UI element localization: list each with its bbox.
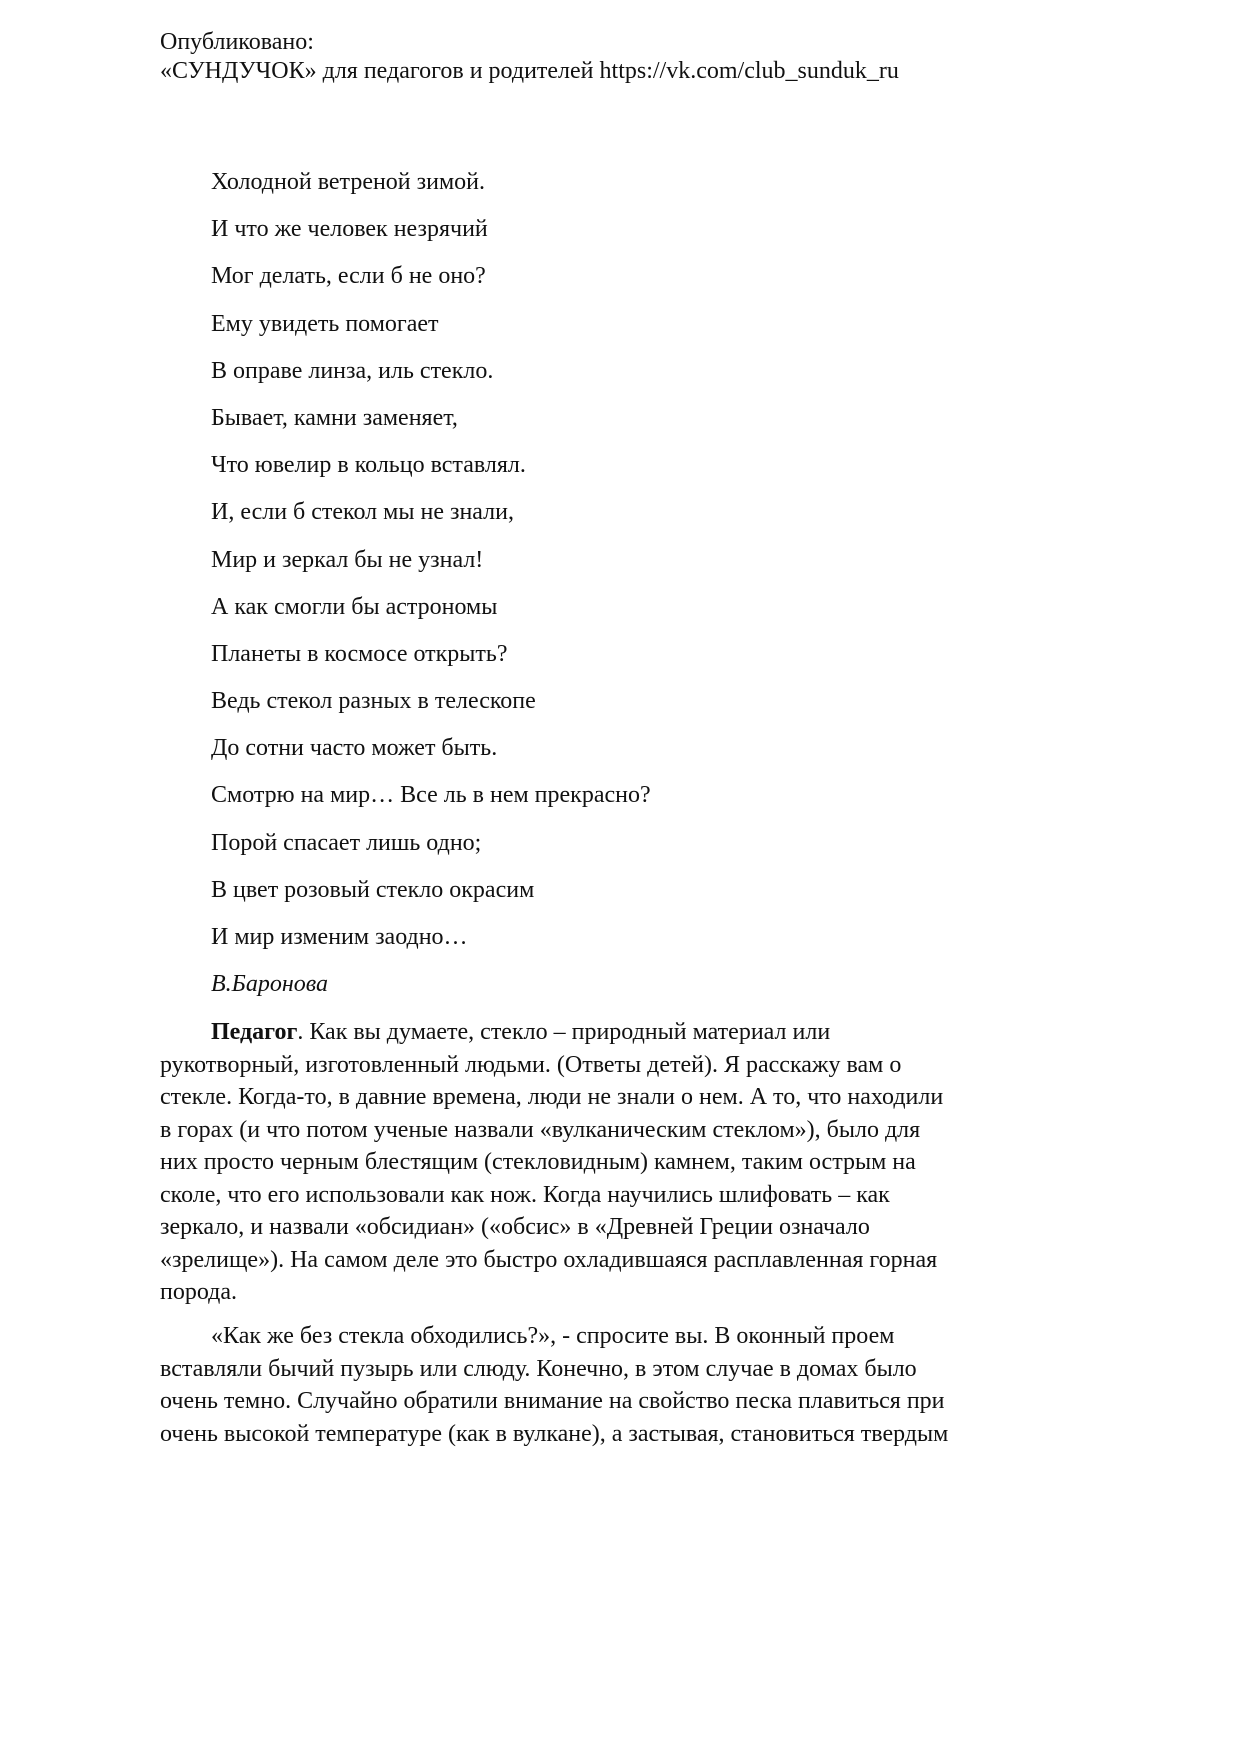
paragraph-line: «зрелище»). На самом деле это быстро охладившаяся расплавленная горная bbox=[160, 1246, 938, 1273]
poem-line: Ему увидеть помогает bbox=[211, 310, 439, 337]
poem-line: И что же человек незрячий bbox=[211, 216, 488, 243]
paragraph-line: порода. bbox=[160, 1279, 238, 1305]
poem-line: Бывает, камни заменяет, bbox=[211, 404, 458, 431]
poem-line: Порой спасает лишь одно; bbox=[211, 829, 482, 856]
poem-line: Ведь стекол разных в телескопе bbox=[211, 688, 536, 715]
paragraph-line: очень высокой температуре (как в вулкане), а застывая, становиться твердым bbox=[160, 1420, 949, 1447]
paragraph-line: вставляли бычий пузырь или слюду. Конечно, в этом случае в домах было bbox=[160, 1355, 917, 1382]
poem-line: Холодной ветреной зимой. bbox=[211, 169, 486, 195]
paragraph-line: «Как же без стекла обходились?», - спросите вы. В оконный проем bbox=[211, 1323, 895, 1349]
paragraph-line: стекле. Когда-то, в давние времена, люди не знали о нем. А то, что находили bbox=[160, 1084, 944, 1110]
poem-author: В.Баронова bbox=[211, 971, 328, 998]
paragraph-line: них просто черным блестящим (стекловидным) камнем, таким острым на bbox=[160, 1149, 916, 1175]
header-line-published: Опубликовано: bbox=[160, 29, 314, 55]
poem-line: И мир изменим заодно… bbox=[211, 924, 468, 950]
poem-line: А как смогли бы астрономы bbox=[211, 593, 498, 620]
header-line-source: «СУНДУЧОК» для педагогов и родителей https://vk.com/club_sunduk_ru bbox=[160, 58, 899, 84]
paragraph-line: в горах (и что потом ученые назвали «вулканическим стеклом»), было для bbox=[160, 1116, 921, 1143]
poem-line: В цвет розовый стекло окрасим bbox=[211, 876, 535, 903]
paragraph-line: . Как вы думаете, стекло – природный материал или bbox=[297, 1019, 831, 1045]
publication-header bbox=[160, 28, 899, 86]
speaker-label: Педагог bbox=[211, 1019, 298, 1045]
paragraph-line: очень темно. Случайно обратили внимание на свойство песка плавиться при bbox=[160, 1388, 945, 1414]
paragraph-teacher bbox=[160, 1016, 943, 1309]
paragraph-line: зеркало, и назвали «обсидиан» («обсис» в «Древней Греции означало bbox=[160, 1214, 870, 1240]
poem bbox=[211, 166, 651, 1015]
poem-line: Что ювелир в кольцо вставлял. bbox=[211, 452, 526, 479]
poem-line: До сотни часто может быть. bbox=[211, 735, 498, 762]
poem-line: Мир и зеркал бы не узнал! bbox=[211, 546, 484, 573]
poem-line: Планеты в космосе открыть? bbox=[211, 640, 508, 667]
poem-line: Смотрю на мир… Все ль в нем прекрасно? bbox=[211, 782, 651, 809]
paragraph-line: рукотворный, изготовленный людьми. (Ответы детей). Я расскажу вам о bbox=[160, 1051, 902, 1078]
paragraph-history bbox=[160, 1320, 948, 1450]
poem-line: Мог делать, если б не оно? bbox=[211, 263, 486, 290]
paragraph-line: сколе, что его использовали как нож. Когда научились шлифовать – как bbox=[160, 1181, 890, 1208]
poem-line: В оправе линза, иль стекло. bbox=[211, 357, 494, 384]
poem-line: И, если б стекол мы не знали, bbox=[211, 499, 514, 526]
